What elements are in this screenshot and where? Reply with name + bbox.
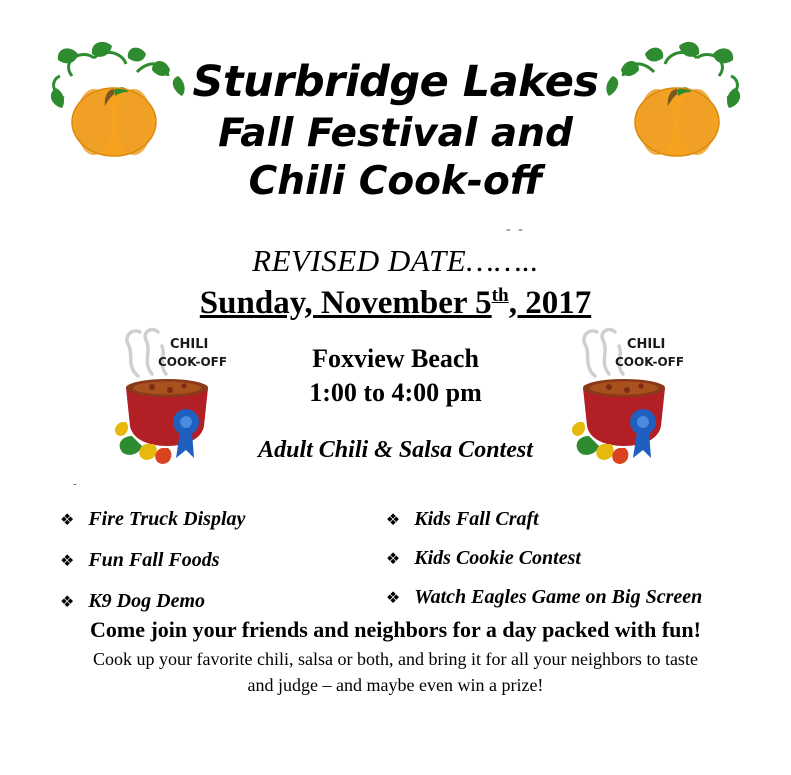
bullet-icon: ❖ [60,510,75,529]
activities-column-right [386,508,739,631]
event-date [0,285,791,322]
title-line-3: Chili Cook-off [248,159,543,205]
event-date-suffix: , 2017 [508,285,592,321]
title-line-2: Fall Festival and [218,111,573,157]
activities-list [60,508,739,631]
venue-block [0,342,791,410]
adult-contest-heading: Adult Chili & Salsa Contest [258,437,533,463]
event-date-prefix: Sunday, November 5 [199,285,492,321]
activities-column-left [60,508,372,631]
event-time: 1:00 to 4:00 pm [309,377,482,407]
list-item [60,590,372,613]
list-item-label: K9 Dog Demo [88,590,206,612]
list-item [60,508,372,531]
revised-date-note: REVISED DATE…….. [252,243,539,278]
list-item [386,547,739,570]
svg-text:COOK-OFF: COOK-OFF [158,355,226,369]
bullet-icon: ❖ [385,549,401,568]
bullet-icon: ❖ [60,592,75,611]
svg-text:CHILI: CHILI [170,337,209,352]
list-item [386,508,739,531]
page-title [0,58,791,206]
list-item-label: Kids Cookie Contest [414,547,581,569]
list-item-label: Watch Eagles Game on Big Screen [414,586,703,608]
svg-text:CHILI: CHILI [627,337,666,352]
stray-mark: - [73,478,77,490]
list-item [60,549,372,572]
bullet-icon: ❖ [385,588,401,607]
stray-mark: - - [506,222,525,237]
list-item-label: Fun Fall Foods [88,549,220,571]
bullet-icon: ❖ [60,551,75,570]
event-date-superscript: th [491,285,509,306]
title-line-1: Sturbridge Lakes [192,57,599,107]
venue-name: Foxview Beach [312,344,479,373]
svg-text:COOK-OFF: COOK-OFF [615,355,683,369]
footer-lead-text: Come join your friends and neighbors for a day packed with fun! [90,617,701,642]
bullet-icon: ❖ [385,510,401,529]
list-item-label: Kids Fall Craft [414,508,539,530]
footer-body-text: Cook up your favorite chili, salsa or both, and bring it for all your neighbors to taste and judge – and maybe even win a prize! [93,649,698,696]
list-item [386,586,739,609]
list-item-label: Fire Truck Display [88,508,246,530]
